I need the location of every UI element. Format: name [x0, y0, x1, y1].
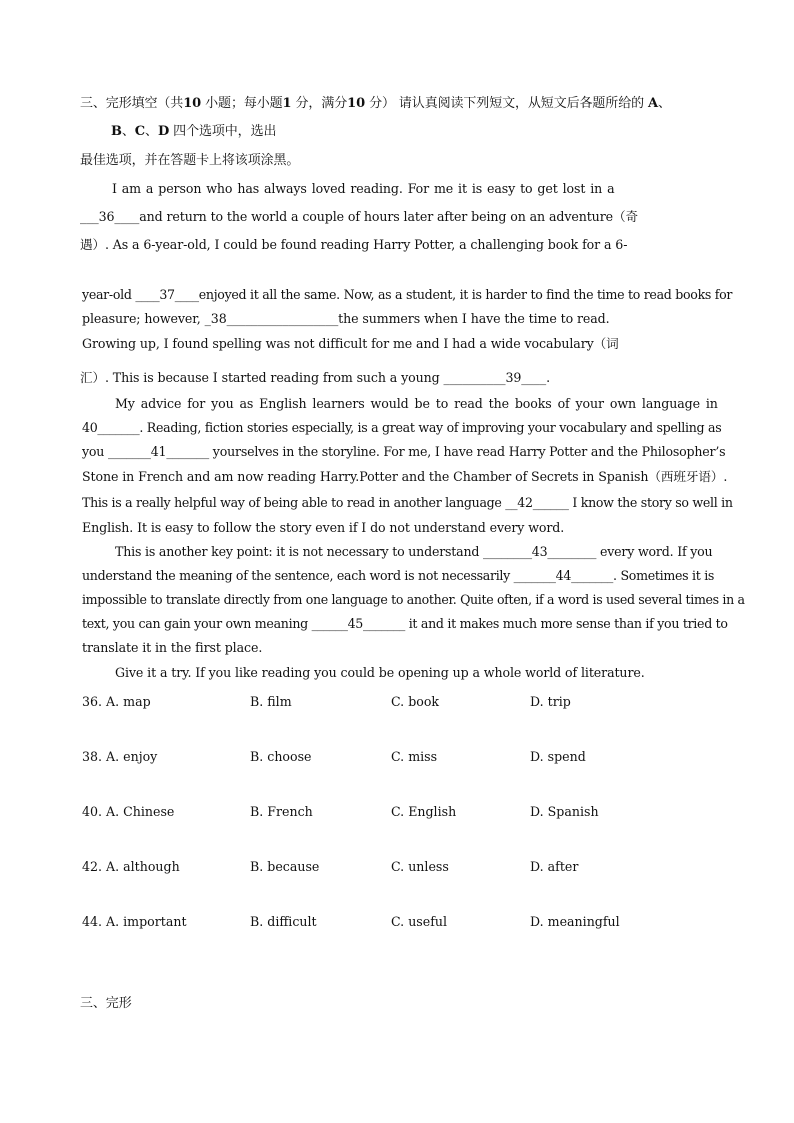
option-c: C. useful	[391, 914, 448, 929]
passage-line-15: understand the meaning of the sentence, each word is not necessarily _______44_______. Sometimes it is	[82, 568, 715, 583]
instruction-line-3: 最佳选项，并在答题卡上将该项涂黑。	[80, 153, 300, 168]
option-d: D. Spanish	[530, 804, 599, 819]
passage-line-17: text, you can gain your own meaning ______45_______ it and it makes much more sense than if you tried to	[82, 616, 728, 631]
option-d: D. after	[530, 859, 579, 874]
option-c: C. unless	[391, 859, 449, 874]
clipped-text	[82, 907, 122, 913]
clipped-text	[250, 963, 262, 969]
option-b: B. film	[250, 694, 292, 709]
option-b: B. difficult	[250, 914, 317, 929]
passage-line-1: I am a person who has always loved reading. For me it is easy to get lost in a	[112, 181, 615, 196]
option-c: C. miss	[391, 749, 438, 764]
passage-line-16: impossible to translate directly from one language to another. Quite often, if a word is used several times in a	[82, 592, 745, 607]
option-b: B. because	[250, 859, 320, 874]
option-c: C. English	[391, 804, 457, 819]
option-b: B. French	[250, 804, 313, 819]
passage-line-7: 汇）. This is because I started reading from such a young __________39____.	[80, 370, 550, 385]
option-a: 40. A. Chinese	[82, 804, 175, 819]
option-d: D. meaningful	[530, 914, 620, 929]
clipped-text	[250, 742, 280, 748]
passage-line-6: Growing up, I found spelling was not difficult for me and I had a wide vocabulary（词	[82, 336, 619, 351]
passage-line-11: Stone in French and am now reading Harry.Potter and the Chamber of Secrets in Spanish（西班牙语）.	[82, 469, 728, 484]
passage-line-9: 40_______. Reading, fiction stories especially, is a great way of improving your vocabulary and spelling as	[82, 420, 722, 435]
clipped-text	[82, 963, 132, 969]
clipped-text	[391, 742, 411, 748]
option-d: D. spend	[530, 749, 586, 764]
passage-line-5: pleasure; however, _38__________________the summers when I have the time to read.	[82, 311, 610, 326]
option-b: B. choose	[250, 749, 312, 764]
passage-line-18: translate it in the first place.	[82, 640, 263, 655]
passage-line-12: This is a really helpful way of being able to read in another language __42______ I know the story so well in	[82, 495, 733, 510]
clipped-text	[530, 907, 560, 913]
passage-line-4: year-old ____37____enjoyed it all the same. Now, as a student, it is harder to find the time to read books for	[82, 287, 733, 302]
passage-line-3: 遇）. As a 6-year-old, I could be found reading Harry Potter, a challenging book for a 6-	[80, 237, 628, 252]
clipped-text	[530, 963, 570, 969]
passage-line-14: This is another key point: it is not necessary to understand ________43________ every word. If you	[115, 544, 713, 559]
passage-line-10: you _______41_______ yourselves in the storyline. For me, I have read Harry Potter and the Philosopher’s	[82, 444, 726, 459]
option-a: 42. A. although	[82, 859, 180, 874]
passage-line-19: Give it a try. If you like reading you could be opening up a whole world of literature.	[115, 665, 645, 680]
option-a: 36. A. map	[82, 694, 151, 709]
option-c: C. book	[391, 694, 440, 709]
section-footer: 三、完形	[80, 996, 132, 1011]
instruction-line-2: B、C、D 四个选项中，选出	[111, 124, 277, 139]
option-a: 38. A. enjoy	[82, 749, 158, 764]
clipped-text	[250, 907, 280, 913]
option-a: 44. A. important	[82, 914, 187, 929]
option-d: D. trip	[530, 694, 571, 709]
clipped-text	[530, 742, 560, 748]
passage-line-2: ___36____and return to the world a couple of hours later after being on an adventure（奇	[80, 209, 638, 224]
passage-line-8: My advice for you as English learners would be to read the books of your own language in	[115, 396, 718, 411]
clipped-text	[391, 963, 413, 969]
passage-line-13: English. It is easy to follow the story even if I do not understand every word.	[82, 520, 565, 535]
clipped-text	[82, 742, 132, 748]
instruction-line-1: 三、完形填空（共10 小题；每小题1 分，满分10 分） 请认真阅读下列短文，从短文后各题所给的 A、	[80, 96, 671, 111]
clipped-text	[391, 907, 431, 913]
